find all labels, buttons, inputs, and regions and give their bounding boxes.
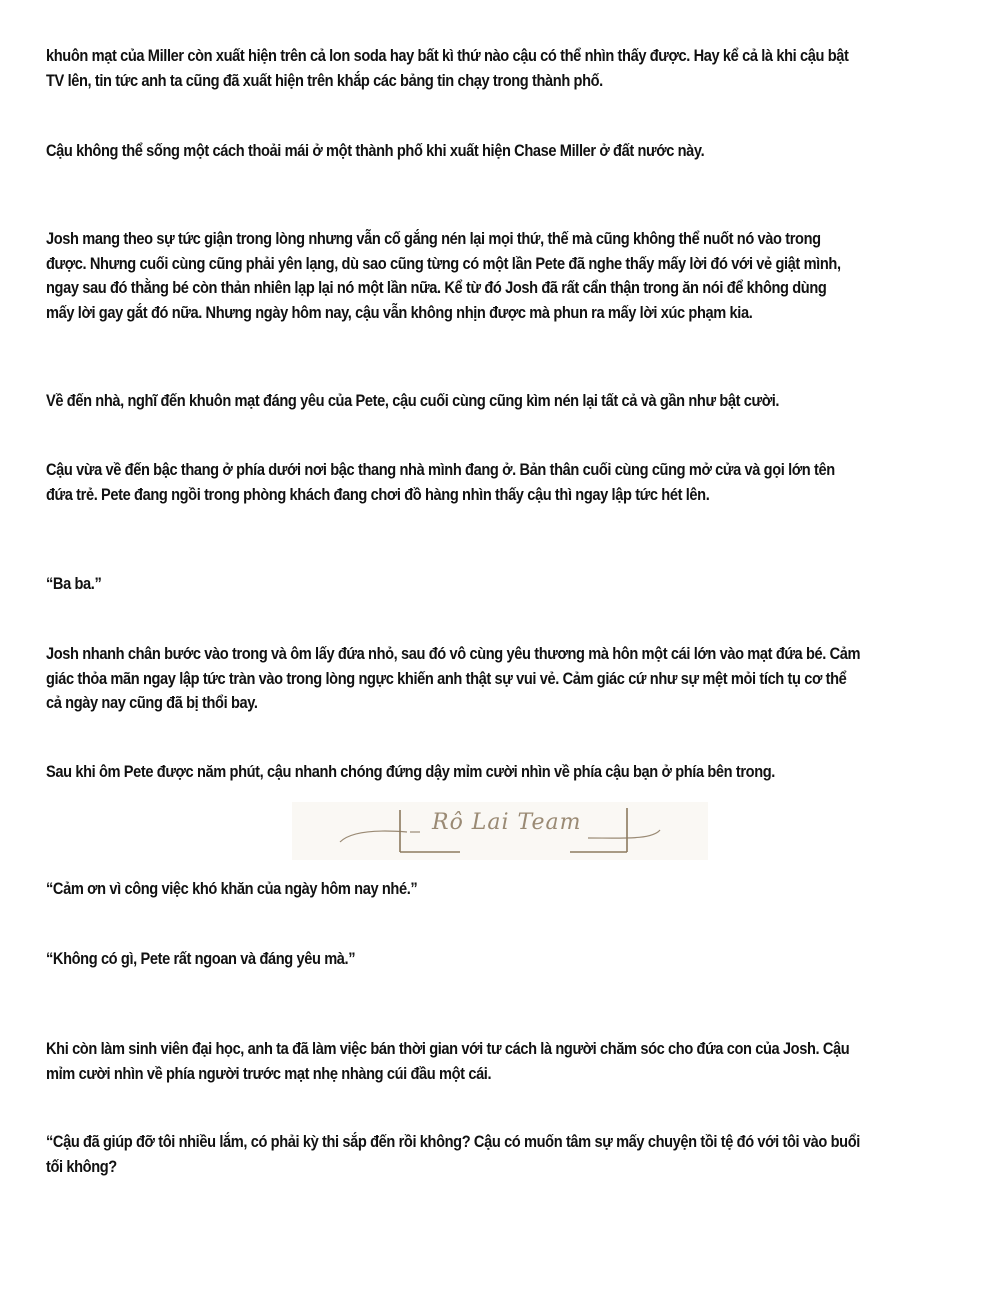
text-line: cả ngày nay cũng đã bị thổi bay.: [46, 693, 258, 712]
dialogue-ba-ba: [46, 572, 966, 597]
text-line: Sau khi ôm Pete được năm phút, cậu nhanh chóng đứng dậy mỉm cười nhìn về phía cậu bạn ở phía bên trong.: [46, 762, 775, 781]
text-line: Về đến nhà, nghĩ đến khuôn mạt đáng yêu của Pete, cậu cuối cùng cũng kìm nén lại tất cả và gần như bật cười.: [46, 391, 780, 410]
text-line: tối không?: [46, 1156, 117, 1176]
watermark-text: Rô Lai Team: [432, 810, 582, 835]
paragraph-1: [46, 44, 966, 93]
paragraph-6: [46, 642, 966, 716]
text-line: “Ba ba.”: [46, 574, 102, 593]
paragraph-7: [46, 760, 966, 785]
paragraph-2: [46, 139, 966, 164]
text-line: đứa trẻ. Pete đang ngồi trong phòng khách đang chơi đồ hàng nhìn thấy cậu thì ngay lập tức hét lên.: [46, 484, 710, 504]
text-line: được. Nhưng cuối cùng cũng phải yên lạng, dù sao cũng từng có một lần Pete đã nghe thấy mấy lời đó với vẻ giật mình,: [46, 253, 841, 273]
paragraph-5: [46, 458, 966, 507]
text-line: ngay sau đó thằng bé còn thản nhiên lạp lại nó một lần nữa. Kể từ đó Josh đã rất cẩn thận trong ăn nói để không dùng: [46, 278, 827, 297]
watermark-logo: [292, 802, 708, 860]
text-line: Josh nhanh chân bước vào trong và ôm lấy đứa nhỏ, sau đó vô cùng yêu thương mà hôn một cái lớn vào mạt đứa bé. Cảm: [46, 644, 861, 663]
text-line: khuôn mạt của Miller còn xuất hiện trên cả lon soda hay bất kì thứ nào cậu có thể nhìn thấy được. Hay kể cả là khi cậu bật: [46, 46, 849, 65]
paragraph-3: [46, 227, 966, 325]
text-line: Khi còn làm sinh viên đại học, anh ta đã làm việc bán thời gian với tư cách là người chăm sóc cho đứa con của Josh. Cậu: [46, 1039, 850, 1058]
paragraph-4: [46, 389, 966, 414]
text-line: giác thỏa mãn ngay lập tức tràn vào trong lòng ngực khiến anh thật sự vui vẻ. Cảm giác cứ như sự mệt mỏi tích tụ cơ thể: [46, 668, 847, 688]
text-line: “Cảm ơn vì công việc khó khăn của ngày hôm nay nhé.”: [46, 879, 418, 898]
text-line: “Cậu đã giúp đỡ tôi nhiều lắm, có phải kỳ thi sắp đến rồi không? Cậu có muốn tâm sự mấy chuyện tồi tệ đó với tôi vào buổi: [46, 1132, 860, 1151]
text-line: mỉm cười nhìn về phía người trước mạt nhẹ nhàng cúi đầu một cái.: [46, 1063, 492, 1083]
dialogue-reply: [46, 947, 966, 972]
dialogue-thanks: [46, 877, 966, 902]
text-line: Josh mang theo sự tức giận trong lòng nhưng vẫn cố gắng nén lại mọi thứ, thế mà cũng không thể nuốt nó vào trong: [46, 229, 821, 248]
text-line: Cậu vừa về đến bậc thang ở phía dưới nơi bậc thang nhà mình đang ở. Bản thân cuối cùng cũng mở cửa và gọi lớn tên: [46, 460, 835, 479]
text-line: Cậu không thể sống một cách thoải mái ở một thành phố khi xuất hiện Chase Miller ở đất nước này.: [46, 141, 705, 160]
text-line: “Không có gì, Pete rất ngoan và đáng yêu mà.”: [46, 949, 356, 968]
paragraph-8: [46, 1037, 966, 1086]
text-line: TV lên, tin tức anh ta cũng đã xuất hiện trên khắp các bảng tin chạy trong thành phố.: [46, 70, 603, 90]
dialogue-question: [46, 1130, 966, 1179]
text-line: mấy lời gay gắt đó nữa. Nhưng ngày hôm nay, cậu vẫn không nhịn được mà phun ra mấy lời xúc phạm kia.: [46, 302, 753, 322]
